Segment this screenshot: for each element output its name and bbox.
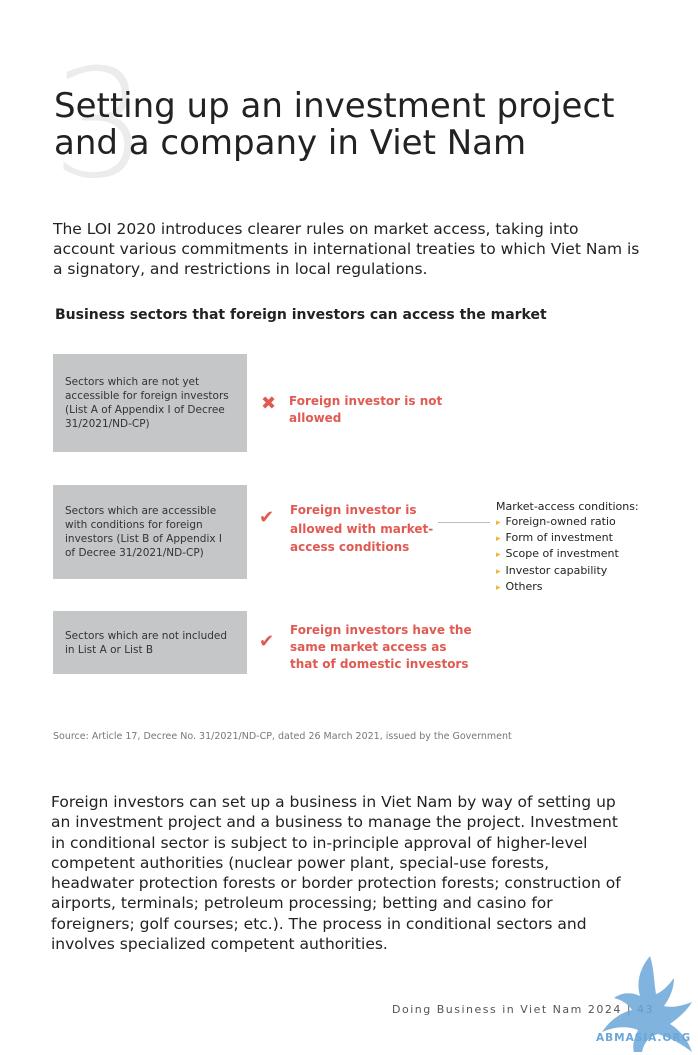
sector-text: Sectors which are accessible with conditions for foreign investors (List B of Appendix I of Decree 31/2021/ND-CP): [65, 505, 223, 559]
status-line: Foreign investors have the: [290, 623, 472, 637]
sector-text: Sectors which are not yet accessible for foreign investors (List A of Appendix I of Decree 31/2021/ND-CP): [65, 376, 229, 430]
bullet-icon: ▸: [496, 567, 501, 578]
bullet-icon: ▸: [496, 518, 501, 528]
check-icon: ✔: [259, 507, 275, 528]
list-item: ▸ Form of investment: [496, 530, 613, 544]
status-conditional: [290, 501, 433, 557]
status-not-allowed: [289, 393, 442, 427]
status-line: Foreign investor is not: [289, 394, 443, 408]
bullet-icon: ▸: [496, 549, 501, 560]
diagram-heading: Business sectors that foreign investors can access the market: [55, 307, 547, 323]
status-same-access: [290, 622, 472, 673]
body-paragraph: Foreign investors can set up a business in Viet Nam by way of setting up an investment project and a business to manage the project. Investment in conditional sector is subject to in-principle approval of higher-level competent authorities (nuclear power plant, special-use forests, headwater protection forests or border protection forests; construction of airports, terminals; petroleum processing; betting and casino for foreigners; golf courses; etc.). The process in conditional sectors and involves specialized competent authorities.: [51, 793, 621, 954]
status-line: Foreign investor is: [290, 503, 417, 517]
list-item: ▸ Investor capability: [496, 564, 608, 578]
status-line: same market access as: [290, 640, 447, 654]
intro-paragraph: The LOI 2020 introduces clearer rules on market access, taking into account various commitments in international treaties to which Viet Nam is a signatory, and restrictions in local regulations.: [53, 220, 640, 278]
sector-box-list-a: [53, 354, 247, 452]
list-item: ▸ Foreign-owned ratio: [496, 515, 616, 528]
publication-title: Doing Business in Viet Nam 2024: [392, 1003, 622, 1016]
footer-separator: |: [626, 1003, 633, 1016]
cross-icon: ✖: [261, 393, 277, 414]
title-line-2: and a company in Viet Nam: [54, 123, 527, 163]
page-title: [54, 88, 654, 162]
check-icon: ✔: [259, 631, 275, 652]
conditions-title: Market-access conditions:: [496, 500, 639, 513]
sector-box-other: [53, 611, 247, 674]
sector-box-list-b: [53, 485, 247, 579]
connector-line: [438, 522, 490, 523]
watermark-text: ABMASIA.ORG: [596, 1032, 692, 1044]
bullet-icon: ▸: [496, 583, 501, 594]
sector-text: Sectors which are not included in List A or List B: [65, 629, 228, 656]
source-note: Source: Article 17, Decree No. 31/2021/ND-CP, dated 26 March 2021, issued by the Government: [53, 731, 512, 742]
status-line: access conditions: [290, 540, 410, 554]
chapter-number: 3: [52, 38, 148, 212]
list-item: ▸ Others: [496, 580, 543, 594]
status-line: allowed: [289, 411, 342, 425]
title-line-1: Setting up an investment project: [54, 86, 615, 126]
bullet-icon: ▸: [496, 533, 501, 544]
list-item: ▸ Scope of investment: [496, 546, 619, 560]
conditions-list: [496, 515, 619, 596]
status-line: that of domestic investors: [290, 657, 469, 671]
status-line: allowed with market-: [290, 521, 434, 536]
